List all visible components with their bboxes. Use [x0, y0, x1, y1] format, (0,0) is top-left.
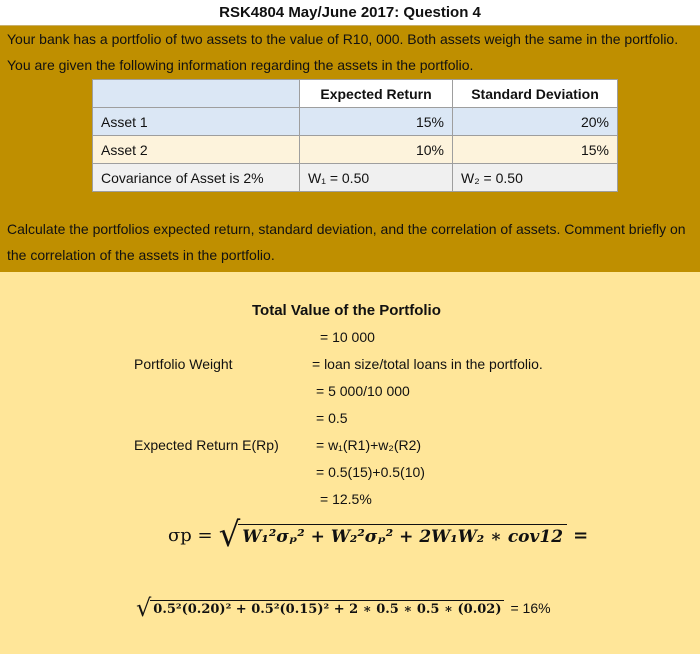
sd-result: = 16%: [510, 600, 551, 616]
question-intro: Your bank has a portfolio of two assets to the value of R10, 000. Both assets weigh the same in the portfolio. You are given the following information regarding the assets in the portfolio.: [7, 31, 679, 73]
question-box: [0, 26, 700, 272]
return-step: = 0.5(15)+0.5(10): [316, 464, 425, 480]
table-header-blank: [93, 80, 300, 108]
return-label: Expected Return E(Rp): [134, 437, 279, 453]
total-value: = 10 000: [320, 329, 375, 345]
sqrt-icon: √: [218, 515, 241, 555]
sd-equals: =: [573, 524, 589, 546]
table-row: [93, 164, 618, 192]
table-row: [93, 108, 618, 136]
table-cell: Asset 1: [93, 108, 300, 136]
return-step: = 12.5%: [320, 491, 372, 507]
sd-formula-radicand: W₁²σₚ² + W₂²σₚ² + 2W₁W₂ ∗ cov12: [238, 524, 567, 547]
table-cell: 15%: [453, 136, 618, 164]
weight-step: = 0.5: [316, 410, 348, 426]
weight-step: = loan size/total loans in the portfolio.: [312, 356, 543, 372]
table-header-standard-deviation: Standard Deviation: [453, 80, 618, 108]
sd-calculation: [136, 596, 551, 620]
table-cell: 20%: [453, 108, 618, 136]
table-cell: Asset 2: [93, 136, 300, 164]
table-header-row: [93, 80, 618, 108]
weight-label: Portfolio Weight: [134, 356, 233, 372]
sd-lhs: σp =: [168, 524, 213, 546]
table-cell: 15%: [300, 108, 453, 136]
return-step: = w₁(R1)+w₂(R2): [316, 437, 422, 453]
asset-table: [92, 79, 618, 192]
table-cell: W₁ = 0.50: [300, 164, 453, 192]
table-cell: W₂ = 0.50: [453, 164, 618, 192]
weight-step: = 5 000/10 000: [316, 383, 410, 399]
table-cell: Covariance of Asset is 2%: [93, 164, 300, 192]
table-row: [93, 136, 618, 164]
answer-heading: Total Value of the Portfolio: [252, 302, 441, 319]
table-cell: 10%: [300, 136, 453, 164]
sqrt-icon: √: [136, 594, 152, 622]
sd-calc-radicand: 0.5²(0.20)² + 0.5²(0.15)² + 2 ∗ 0.5 ∗ 0.5 ∗ (0.02): [150, 600, 504, 617]
table-header-expected-return: Expected Return: [300, 80, 453, 108]
sd-formula: [168, 515, 589, 555]
page-title: RSK4804 May/June 2017: Question 4: [0, 0, 700, 26]
question-task: Calculate the portfolios expected return, standard deviation, and the correlation of assets. Comment briefly on the correlation of the assets in the portfolio.: [7, 221, 686, 263]
